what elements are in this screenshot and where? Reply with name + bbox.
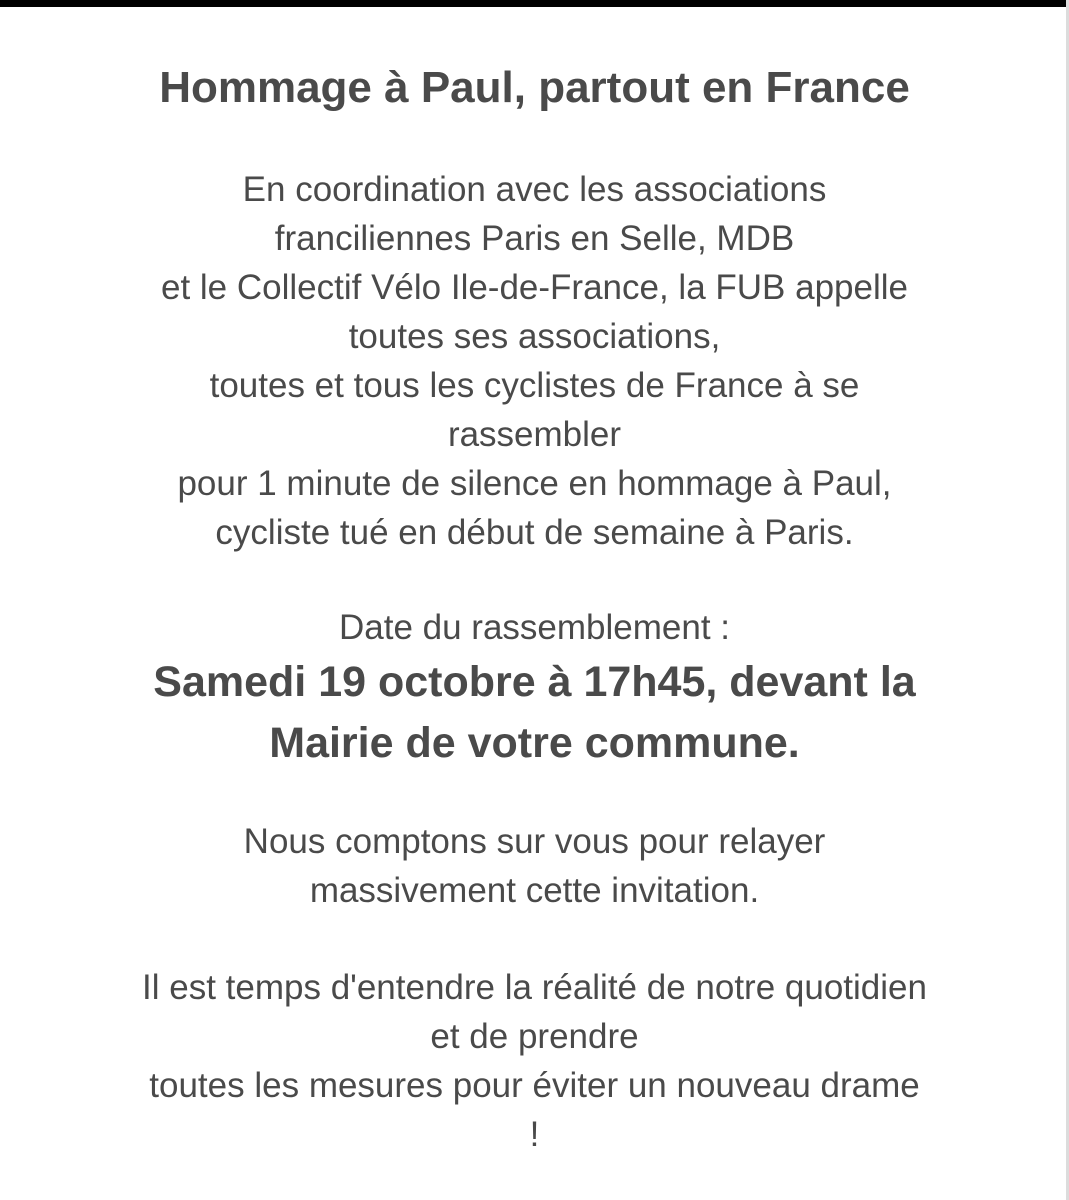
paragraph-line: cycliste tué en début de semaine à Paris. <box>215 513 854 552</box>
coordination-paragraph <box>0 165 1069 557</box>
paragraph-line: En coordination avec les associations <box>242 170 827 209</box>
top-bar <box>0 0 1069 7</box>
paragraph-line: et de prendre <box>430 1017 639 1056</box>
date-label-text: Date du rassemblement : <box>338 608 730 647</box>
date-value-line: Samedi 19 octobre à 17h45, devant la <box>153 658 916 706</box>
paragraph-line: rassembler <box>447 415 622 454</box>
paragraph-line: ! <box>529 1115 540 1154</box>
paragraph-line: et le Collectif Vélo Ile-de-France, la FUB appelle <box>160 268 908 307</box>
paragraph-line: Nous comptons sur vous pour relayer <box>243 822 826 861</box>
document-title <box>0 60 1069 116</box>
relay-paragraph <box>0 817 1069 915</box>
date-value-line: Mairie de votre commune. <box>269 719 800 767</box>
paragraph-line: toutes et tous les cyclistes de France à se <box>209 366 860 405</box>
paragraph-line: Il est temps d'entendre la réalité de notre quotidien <box>142 968 927 1007</box>
paragraph-line: franciliennes Paris en Selle, MDB <box>274 219 795 258</box>
date-value <box>0 652 1069 774</box>
paragraph-line: toutes ses associations, <box>348 317 721 356</box>
paragraph-line: massivement cette invitation. <box>309 871 760 910</box>
closing-paragraph <box>0 963 1069 1159</box>
paragraph-line: pour 1 minute de silence en hommage à Paul, <box>177 464 892 503</box>
paragraph-line: toutes les mesures pour éviter un nouveau drame <box>149 1066 920 1105</box>
title-text: Hommage à Paul, partout en France <box>159 63 910 112</box>
date-label <box>0 603 1069 652</box>
